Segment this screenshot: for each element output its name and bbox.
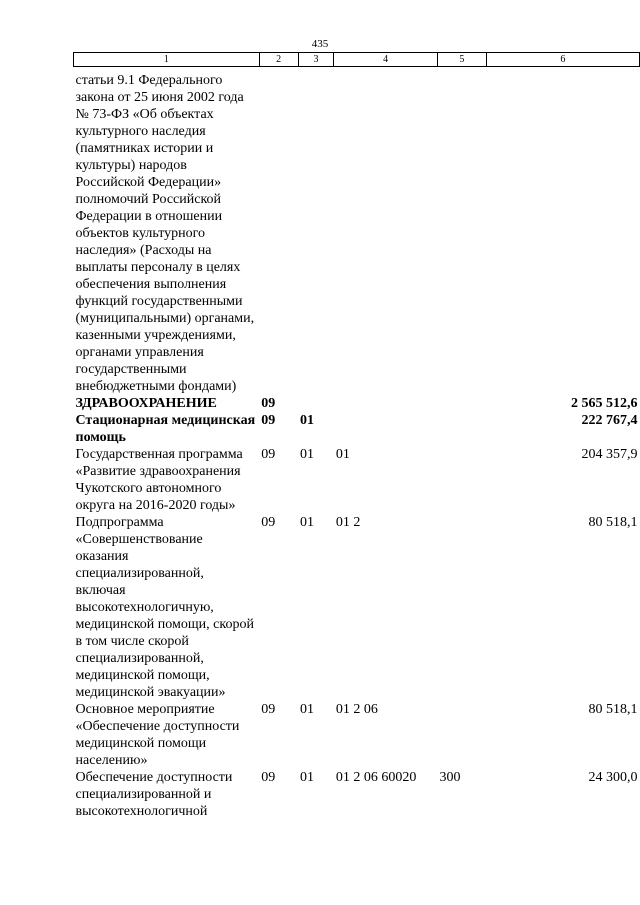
- row-section: 09: [261, 770, 276, 785]
- row-sum: 80 518,1: [588, 702, 638, 717]
- row-name: ЗДРАВООХРАНЕНИЕ: [75, 396, 217, 411]
- table-row: [74, 67, 640, 396]
- row-target-article: 01 2 06 60020: [335, 770, 417, 785]
- row-subsection: 01: [300, 413, 315, 428]
- row-expense-type: [437, 514, 486, 701]
- row-target-article: [334, 67, 438, 396]
- row-sum: [486, 67, 639, 396]
- row-name: Основное мероприятие «Обеспечение доступности медицинской помощи населению»: [75, 702, 240, 768]
- row-expense-type: [437, 412, 486, 446]
- row-subsection: 01: [300, 770, 315, 785]
- row-expense-type: [437, 446, 486, 514]
- row-target-article: 01 2: [335, 515, 361, 530]
- header-col-3: 3: [298, 53, 334, 67]
- table-row: [74, 769, 640, 820]
- row-target-article: [334, 412, 438, 446]
- row-target-article: 01 2 06: [335, 702, 378, 717]
- header-col-5: 5: [437, 53, 486, 67]
- row-subsection: [298, 67, 334, 396]
- budget-table: [73, 52, 640, 820]
- table-row: [74, 514, 640, 701]
- row-expense-type: [437, 395, 486, 412]
- row-sum: 222 767,4: [581, 413, 638, 428]
- row-section: 09: [261, 447, 276, 462]
- table-row: [74, 446, 640, 514]
- row-sum: 204 357,9: [581, 447, 638, 462]
- row-subsection: 01: [300, 515, 315, 530]
- row-sum: 80 518,1: [588, 515, 638, 530]
- row-section: 09: [261, 515, 276, 530]
- header-col-6: 6: [486, 53, 639, 67]
- row-target-article: [334, 395, 438, 412]
- row-section: [259, 67, 298, 396]
- page-number: 435: [311, 38, 329, 50]
- row-section: 09: [261, 396, 276, 411]
- row-subsection: 01: [300, 447, 315, 462]
- row-sum: 2 565 512,6: [571, 396, 638, 411]
- row-name: Государственная программа «Развитие здравоохранения Чукотского автономного округа на 2016-2020 годы»: [75, 447, 243, 513]
- table-row: [74, 412, 640, 446]
- header-col-4: 4: [334, 53, 438, 67]
- table-body: [74, 67, 640, 821]
- row-name: статьи 9.1 Федерального закона от 25 июня 2002 года № 73-ФЗ «Об объектах культурного наследия (памятниках истории и культуры) народов Российской Федерации» полномочий Российской Федерации в отношении объектов культурного наследия» (Расходы на выплаты персоналу в целях обеспечения выполнения функций государственными (муниципальными) органами, казенными учреждениями, органами управления государственными внебюджетными фондами): [75, 73, 255, 394]
- row-expense-type: [437, 67, 486, 396]
- row-section: 09: [261, 413, 276, 428]
- table-row: [74, 395, 640, 412]
- row-sum: 24 300,0: [588, 770, 638, 785]
- row-expense-type: [437, 701, 486, 769]
- table-row: [74, 701, 640, 769]
- row-section: 09: [261, 702, 276, 717]
- row-target-article: 01: [335, 447, 350, 462]
- row-subsection: 01: [300, 702, 315, 717]
- header-col-2: 2: [259, 53, 298, 67]
- row-expense-type: 300: [439, 770, 461, 785]
- row-name: Подпрограмма «Совершенствование оказания специализированной, включая высокотехнологичную, медицинской помощи, скорой в том числе скорой специализированной, медицинской помощи, медицинской эвакуации»: [75, 515, 254, 700]
- header-col-1: 1: [74, 53, 260, 67]
- table-header: [74, 53, 640, 67]
- row-name: Обеспечение доступности специализированной и высокотехнологичной: [75, 770, 233, 819]
- row-subsection: [298, 395, 334, 412]
- row-name: Стационарная медицинская помощь: [75, 413, 256, 445]
